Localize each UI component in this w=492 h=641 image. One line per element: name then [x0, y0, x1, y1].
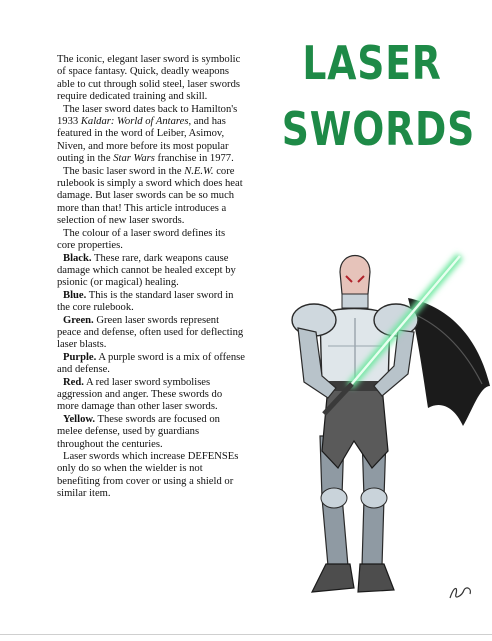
franchise-title: Star Wars	[113, 153, 155, 165]
colour-description: This is the standard laser sword in the core rulebook.	[57, 289, 234, 314]
colour-name: Green.	[63, 314, 94, 326]
history-text-1: The laser sword dates back to Hamilton's 1933	[57, 103, 238, 128]
colour-entry-green	[57, 315, 245, 352]
colour-name: Red.	[63, 376, 84, 388]
colour-name: Black.	[63, 252, 92, 264]
colour-description: Green laser swords represent peace and defense, often used for deflecting laser blasts.	[57, 314, 244, 351]
colour-name: Purple.	[63, 351, 97, 363]
colour-entry-black	[57, 253, 245, 290]
artist-signature	[446, 582, 476, 604]
colour-entry-yellow	[57, 414, 245, 451]
colour-description: These swords are focused on melee defense, used by guardians throughout the centuries.	[57, 413, 220, 450]
colour-entry-red	[57, 377, 245, 414]
page-title	[281, 30, 476, 162]
right-boot	[358, 564, 394, 592]
left-boot	[312, 564, 354, 592]
title-line-2: SWORDS	[281, 102, 476, 156]
title-line-1: LASER	[302, 36, 442, 90]
closing-paragraph: Laser swords which increase DEFENSEs only do so when the wielder is not benefiting from cover or using a shield or similar item.	[57, 451, 239, 500]
article-body	[57, 54, 245, 501]
rules-text-1: The basic laser sword in the	[63, 165, 185, 177]
book-title: Kaldar: World of Antares	[80, 116, 189, 128]
colour-name: Blue.	[63, 289, 87, 301]
colour-description: A purple sword is a mix of offense and defense.	[57, 351, 245, 376]
colour-entry-blue	[57, 290, 245, 315]
rulebook-name: N.E.W.	[184, 165, 214, 177]
colour-intro-paragraph: The colour of a laser sword defines its core properties.	[57, 227, 226, 252]
history-text-2: , and has featured in the word of Leiber, Asimov, Niven, and more before its most popular outing in the	[57, 116, 229, 165]
page-bottom-rule	[0, 634, 492, 635]
armored-warrior-illustration	[258, 236, 492, 608]
history-paragraph	[57, 104, 245, 166]
colour-description: These rare, dark weapons cause damage which cannot be healed except by psionic (or magical) healing.	[57, 252, 236, 289]
rules-text-2: core rulebook is simply a sword which does heat damage. But laser swords can be so much more than that! This article introduces a selection of new laser swords.	[57, 165, 243, 227]
rules-paragraph	[57, 166, 245, 228]
colour-name: Yellow.	[63, 413, 96, 425]
colour-entry-purple	[57, 352, 245, 377]
intro-paragraph: The iconic, elegant laser sword is symbolic of space fantasy. Quick, deadly weapons able to cut through solid steel, laser swords require dedicated training and skill.	[57, 54, 241, 103]
colour-description: A red laser sword symbolises aggression and anger. These swords do more damage than other laser swords.	[57, 376, 223, 413]
history-text-3: franchise in 1977.	[154, 153, 234, 165]
tabard	[322, 386, 388, 468]
warrior-head	[340, 256, 370, 301]
